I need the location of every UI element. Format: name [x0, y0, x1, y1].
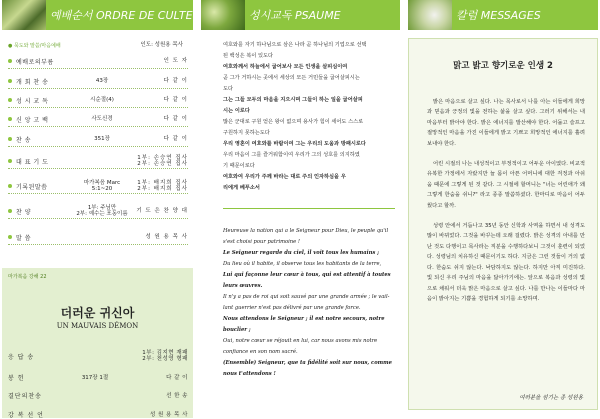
- psalm-column: [201, 0, 400, 418]
- psalm-korean-line: 시는 이로다: [223, 108, 250, 114]
- order-detail: 시순절(4): [90, 97, 114, 103]
- bullet-icon: [8, 59, 12, 63]
- order-banner: [2, 0, 193, 30]
- bullet-icon: [8, 235, 12, 239]
- order-row: [8, 114, 188, 124]
- order-detail: 마가복음 Marc 5:1~20: [83, 180, 121, 192]
- row-divider: [8, 88, 188, 89]
- psalm-french-text: [223, 226, 395, 380]
- psalm-korean-line: 우리 마음이 그를 즐거워함이여 우리가 그의 성호를 의지하였: [223, 152, 360, 158]
- psalm-french-line: Heureuse la nation qui a le Seigneur pour Dieu, le peuple qu'il: [223, 228, 389, 234]
- message-title: 맑고 밝고 향기로운 인생 2: [453, 61, 553, 71]
- row-divider: [8, 68, 188, 69]
- books-photo: [2, 0, 46, 30]
- order-label: 성 시 교 독: [16, 97, 49, 105]
- order-label: 개 회 찬 송: [16, 78, 49, 86]
- order-label: 말 씀: [16, 234, 31, 242]
- bullet-icon: [8, 209, 12, 213]
- row-divider: [8, 193, 188, 194]
- bullet-icon: [8, 184, 12, 188]
- message-box: [408, 38, 598, 410]
- order-row: [8, 181, 188, 191]
- psalm-french-line: (Ensemble) Seigneur, que ta fidélité soit sur nous, comme: [223, 360, 392, 366]
- sermon-title: 더러운 귀신아: [60, 306, 135, 320]
- message-banner-title: 칼럼 MESSAGES: [456, 9, 541, 22]
- order-leader: 다 같 이: [163, 97, 188, 103]
- order-label: 결단의찬송: [8, 393, 42, 400]
- order-leader: 1부: 배지희 집사 2부: 배지희 집사: [137, 180, 188, 192]
- order-row: [8, 232, 188, 242]
- order-label: 강 복 선 언: [8, 412, 44, 419]
- service-leader: 인도: 성원용 목사: [140, 42, 183, 48]
- psalm-korean-line: 기 때문이로다: [223, 163, 255, 169]
- psalm-korean-line: 구원하지 못하는도다: [223, 130, 270, 136]
- row-divider: [8, 126, 188, 127]
- order-leader: 기 도 은 찬 양 대: [136, 208, 188, 214]
- message-body: [427, 97, 585, 314]
- sermon-subtitle: UN MAUVAIS DÉMON: [56, 322, 139, 330]
- order-row: [8, 391, 188, 400]
- psalm-french-line: Nous attendons le Seigneur ; il est notre secours, notre: [223, 316, 385, 322]
- bullet-icon: [8, 98, 12, 102]
- order-leader: 인 도 자: [163, 58, 188, 64]
- psalm-french-line: Lui qui façonne leur cœur à tous, qui est attentif à toutes: [223, 272, 391, 278]
- order-detail: 43장: [95, 78, 109, 84]
- order-leader: 1부: 김지현 재패 2부: 천성영 형패: [142, 350, 188, 362]
- order-leader: 다 같 이: [163, 136, 188, 142]
- message-paragraph: 어린 시절의 나는 내성적이고 부정적이고 어두운 아이였다. 비교적 유복한 가정에서 자랐지만 늘 몸이 아픈 어머니에 대한 걱정과 아쉬움 때문에 그렇게 된 것 같다. 그 시절에 할머니는 "너는 어린애가 왜 그렇게 한숨을 쉬니?" 라고 종종 말씀하셨다. 한마디로 마음이 어두웠다고 할까.: [427, 161, 585, 209]
- psalm-korean-line: 여호와를 자기 하나님으로 삼은 나라 곧 하나님의 기업으로 선택: [223, 42, 367, 48]
- psalm-korean-line: 많은 군대로 구원 얻은 왕이 없으며 용사가 힘이 세어도 스스로: [223, 119, 364, 125]
- sermon-series-label: 마가복음 강해 22: [8, 274, 47, 280]
- psalm-french-line: Il n'y a pas de roi qui soit sauvé par une grande armée ; le vail-: [223, 294, 390, 300]
- psalm-french-line: Le Seigneur regarde du ciel, il voit tous les humains ;: [223, 250, 380, 256]
- order-leader: 다 같 이: [166, 374, 188, 381]
- order-banner-title: 예배순서 ORDRE DE CULTE: [50, 9, 193, 22]
- psalm-korean-line: 여호와여 우리가 주께 바라는 대로 주의 인자하심을 우: [223, 174, 346, 180]
- order-leader: 다 같 이: [163, 116, 188, 122]
- psalm-french-line: confiance en son nom sacré.: [223, 349, 298, 355]
- order-leader: 1부: 손승연 집사 2부: 손승연 집사: [137, 155, 188, 167]
- psalm-korean-text: [223, 40, 395, 194]
- order-label: 찬 양: [16, 208, 31, 216]
- psalm-korean-line: 여호와께서 하늘에서 굽어보사 모든 인생을 살피심이여: [223, 64, 348, 70]
- order-row: [8, 134, 188, 144]
- order-leader: 선 한 송: [166, 392, 188, 399]
- psalm-banner-title: 성시교독 PSAUME: [249, 9, 341, 22]
- psalm-korean-line: 리에게 베푸소서: [223, 185, 260, 191]
- order-label: 봉 헌: [8, 375, 25, 382]
- order-leader: 성 원 용 목 사: [149, 411, 188, 418]
- message-banner: [408, 0, 598, 30]
- row-divider: [8, 168, 188, 169]
- psalm-french-line: bouclier ;: [223, 327, 251, 333]
- order-label: 예배로의부름: [16, 58, 54, 66]
- psalm-french-line: nous t'attendons !: [223, 371, 276, 377]
- psalm-korean-line: 된 백성은 복이 있도다: [223, 53, 274, 59]
- order-row: [8, 56, 188, 66]
- order-row: [8, 76, 188, 86]
- row-divider: [8, 244, 188, 245]
- teacup-photo: [408, 0, 452, 30]
- message-paragraph: 밝은 마음으로 살고 싶다. 나는 목사로서 나를 아는 이들에게 희망과 믿음과 긍정의 빛을 전하는 삶을 살고 싶다. 그러기 위해서는 내 마음부터 밝아야 한다. 밝은 에너지를 발산해야 한다. 어둡고 슬프고 절망적인 마음을 가진 이들에게 밝고 기쁘고 희망적인 에너지를 흘려보내야 한다.: [427, 99, 585, 147]
- order-label: 응 답 송: [8, 353, 35, 361]
- bullet-icon: [8, 79, 12, 83]
- psalm-french-line: leurs œuvres.: [223, 283, 263, 289]
- order-label: 찬 송: [16, 136, 31, 144]
- bullet-icon: [8, 117, 12, 121]
- psalm-korean-line: 도다: [223, 86, 234, 92]
- order-label: 대 표 기 도: [16, 158, 49, 166]
- order-label: 기록된말씀: [16, 183, 48, 191]
- service-subtitle: ● 묵도와 말씀/마음예배: [8, 43, 61, 49]
- order-row: [8, 156, 188, 166]
- row-divider: [8, 218, 188, 219]
- psalm-french-line: Oui, notre cœur se réjouit en lui, car nous avons mis notre: [223, 338, 378, 344]
- order-detail: 317장 1절: [81, 374, 109, 381]
- sermon-box: [2, 268, 193, 418]
- order-detail: 사도신경: [91, 116, 113, 122]
- psalm-korean-line: 그는 그들 모두의 마음을 지으시며 그들이 하는 일을 굽어살피: [223, 97, 363, 103]
- order-detail: 1부: 주님만 2부: 예수는 포동이름: [76, 205, 128, 217]
- order-row: [8, 206, 188, 216]
- message-signature: 여러분을 섬기는 종 성원용: [519, 395, 583, 401]
- message-paragraph: 성령 안에서 거듭나고 35년 동안 신학과 사역을 하면서 내 성격도 많이 바뀌었다. 그것을 바꾸는데 오래 걸렸다. 밝은 성격의 아내를 만난 것도 다행이고 목사라는 직분을 수행하다보니 그것이 훈련이 되었다. 성령님의 치유하신 때문이기도 하다. 지금은 그런 것들이 거의 없다. 한숨도 쉬지 않는다. 낙담하지도 않는다. 하지만 아직 미진하다. 빛 되신 우리 주님의 마음을 닮아가기에는. 앞으로 복음과 성령의 빛으로 채워서 더욱 맑은 마음으로 살고 싶다. 나를 만나는 이들마다 마음이 밝아지는 기쁨을 경험하게 되기를 소망하며.: [427, 223, 585, 302]
- leaves-photo: [201, 0, 245, 30]
- bullet-icon: [8, 137, 12, 141]
- order-detail: 351장: [94, 136, 110, 142]
- message-column: [408, 0, 598, 418]
- psalm-french-line: s'est choisi pour patrimoine !: [223, 239, 300, 245]
- psalm-divider: [223, 208, 395, 209]
- order-row: [8, 373, 188, 382]
- order-leader: 다 같 이: [163, 78, 188, 84]
- row-divider: [8, 146, 188, 147]
- order-label: 신 앙 고 백: [16, 116, 49, 124]
- psalm-korean-line: 곧 그가 거하시는 곳에서 세상의 모든 거민들을 굽어살피시는: [223, 75, 360, 81]
- order-of-service-column: [2, 0, 193, 418]
- bullet-icon: [8, 159, 12, 163]
- order-row: [8, 95, 188, 105]
- row-divider: [8, 107, 188, 108]
- order-leader: 성 원 용 목 사: [145, 234, 188, 240]
- psalm-korean-line: 우리 영혼이 여호와를 바람이여 그는 우리의 도움과 방패시로다: [223, 141, 366, 147]
- psalm-french-line: lant guerrier n'est pas délivré par une grande force.: [223, 305, 361, 311]
- order-row: [8, 350, 188, 362]
- psalm-banner: [201, 0, 400, 30]
- psalm-french-line: Du lieu où il habite, il observe tous les habitants de la terre,: [223, 261, 382, 267]
